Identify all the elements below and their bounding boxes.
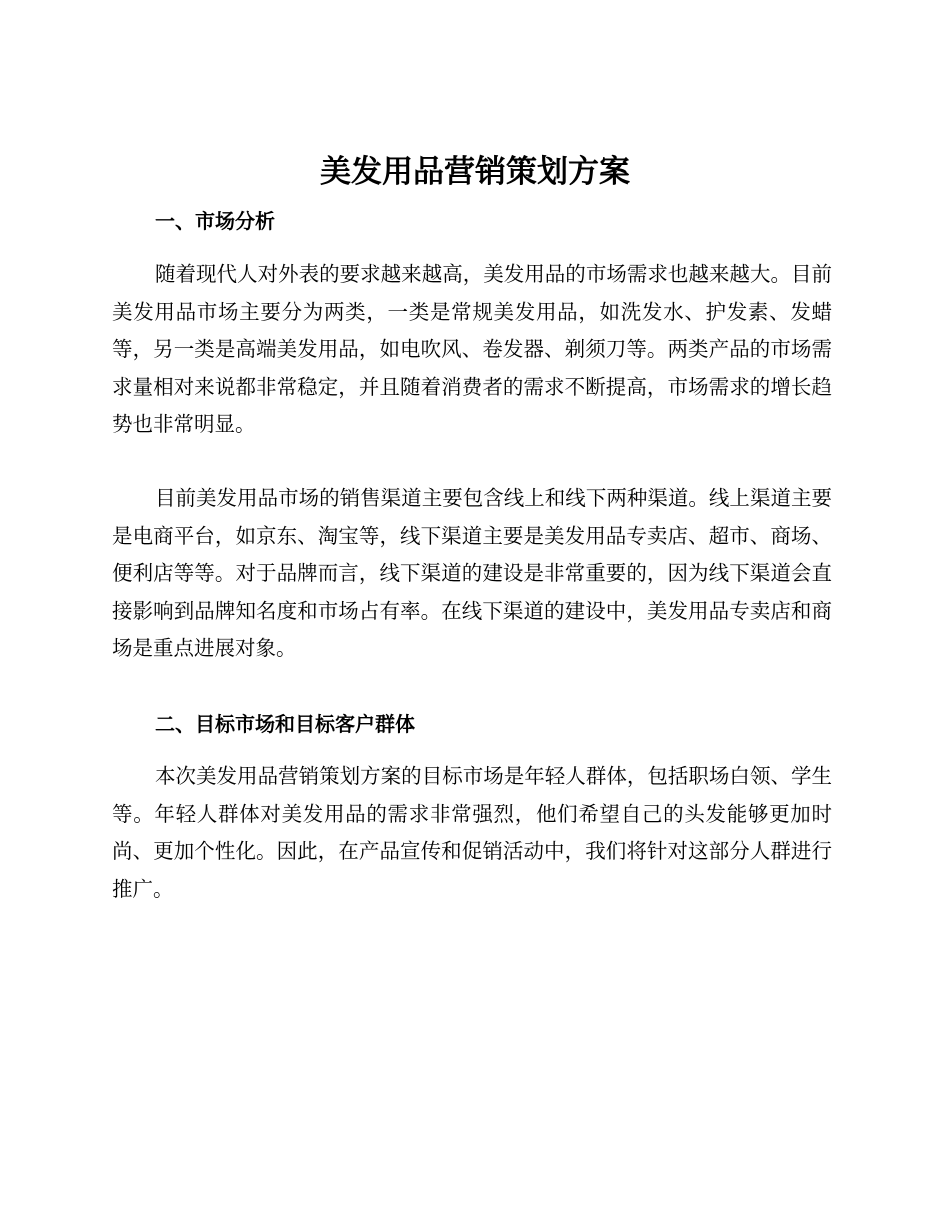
paragraph-target-customers: 本次美发用品营销策划方案的目标市场是年轻人群体，包括职场白领、学生等。年轻人群体对美发用品的需求非常强烈，他们希望自己的头发能够更加时尚、更加个性化。因此，在产品宣传和促销活动中，我们将针对这部分人群进行推广。: [112, 764, 832, 901]
section-heading-market-analysis: 一、市场分析: [155, 209, 275, 233]
document-title: 美发用品营销策划方案: [320, 154, 630, 190]
paragraph-sales-channels: 目前美发用品市场的销售渠道主要包含线上和线下两种渠道。线上渠道主要是电商平台，如京东、淘宝等，线下渠道主要是美发用品专卖店、超市、商场、便利店等等。对于品牌而言，线下渠道的建设是非常重要的，因为线下渠道会直接影响到品牌知名度和市场占有率。在线下渠道的建设中，美发用品专卖店和商场是重点进展对象。: [112, 486, 832, 660]
section-heading-target-market: 二、目标市场和目标客户群体: [155, 712, 415, 736]
paragraph-market-demand: 随着现代人对外表的要求越来越高，美发用品的市场需求也越来越大。目前美发用品市场主要分为两类，一类是常规美发用品，如洗发水、护发素、发蜡等，另一类是高端美发用品，如电吹风、卷发器、剃须刀等。两类产品的市场需求量相对来说都非常稳定，并且随着消费者的需求不断提高，市场需求的增长趋势也非常明显。: [112, 262, 832, 436]
